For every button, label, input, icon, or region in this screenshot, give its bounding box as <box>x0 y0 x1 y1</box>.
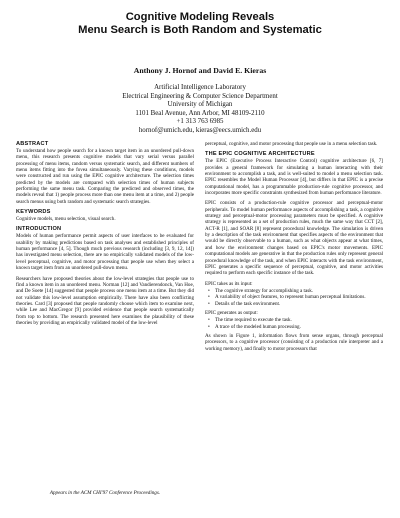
figure-paragraph: As shown in Figure 1, information flows from sense organs, through perceptual processors, to a cognitive processor (consisting of a production rule interpreter and a working memory), and finally to motor processors that <box>205 332 383 352</box>
abstract-text: To understand how people search for a known target item in an unordered pull-down menu, this research presents cognitive models that vary serial versus parallel processing of menu items, random versus systematic search, and different numbers of menu items fitting into the fovea simultaneously. Varying these conditions, models were constructed and run using the EPIC cognitive architecture. The selection times predicted by the models are compared with selection times of human subjects performing the same menu task. Comparing the predicted and observed times, the models reveal that 1) people process more than one menu item at a time, and 2) people search menus using both random and systematic search strategies. <box>16 148 194 205</box>
epic-input-list <box>205 288 383 307</box>
affiliation-phone: +1 313 763 6985 <box>176 118 224 125</box>
conference-footnote: Appears in the ACM CHI'97 Conference Proceedings. <box>49 490 161 496</box>
list-item: • The cognitive strategy for accomplishing a task. <box>215 288 383 294</box>
affiliation-university: University of Michigan <box>167 101 233 108</box>
epic-paragraph-2: EPIC consists of a production-rule cognitive processor and perceptual-motor peripherals. To model human performance aspects of accomplishing a task, a cognitive strategy and perceptual-motor processing parameters must be specified. A cognitive strategy is represented as a set of production rules, much the same way that CCT [2], ACT-R [1], and SOAR [8] represent procedural knowledge. The simulation is driven by a description of the task environment that specifies aspects of the environment that would be directly observable to a human, such as what objects appear at what times, and how the environment changes based on EPIC's motor movements. EPIC computational models are generative in that the production rules only represent general procedural knowledge of the task, and when EPIC interacts with the task environment, EPIC generates a specific sequence of perceptual, cognitive, and motor activities required to perform each specific instance of the task. <box>205 200 383 277</box>
paper-title-line-2: Menu Search is Both Random and Systematic <box>78 24 322 36</box>
introduction-heading: INTRODUCTION <box>16 226 62 233</box>
introduction-paragraph-1: Models of human performance permit aspects of user interfaces to be evaluated for usability by making predictions based on task analyses and established principles of human performance [4, 5]. Though much previous research (including [3, 9, 12, 14]) has investigated menu selection, there are no empirically validated models of the low-level perceptual, cognitive, and motor processing that people use when they select a known target item from an unordered pull-down menu. <box>16 233 194 272</box>
continuation-text: perceptual, cognitive, and motor processing that people use in a menu selection task. <box>205 141 378 147</box>
list-item: • The time required to execute the task. <box>215 317 383 323</box>
affiliation-address: 1101 Beal Avenue, Ann Arbor, MI 48109-2110 <box>135 109 265 117</box>
abstract-heading: ABSTRACT <box>16 141 49 147</box>
epic-heading: THE EPIC COGNITIVE ARCHITECTURE <box>205 151 315 158</box>
epic-input-intro: EPIC takes as its input: <box>205 280 253 287</box>
introduction-paragraph-2: Researchers have proposed theories about the low-level strategies that people use to find a known item in an unordered menu. Norman [12] and Vandierendonck, Van Hoe, and De Soete [14] suggested that people process one menu item at a time. But they did not validate this low-level assumption empirically. There have also been conflicting theories. Card [3] proposed that people randomly choose which item to examine next, while Lee and MacGregor [9] provided evidence that people search systematically from top to bottom. The research presented here examines the plausibility of these theories by providing an empirically validated model of the low-level <box>16 275 194 326</box>
list-item: • A variability of object features, to represent human perceptual limitations. <box>215 294 383 300</box>
list-item: • Details of the task environment. <box>215 301 383 307</box>
right-column <box>205 141 383 356</box>
epic-paragraph-1: The EPIC (Executive Process Interactive Control) cognitive architecture [6, 7] provides a general framework for simulating a human interacting with their environment to accomplish a task, and is well-suited to model a menu selection task. EPIC resembles the Model Human Processor [4], but differs in that EPIC is a precise computational model, has a programmable production-rule cognitive processor, and incorporates more specific constraints synthesized from human performance literature. <box>205 158 383 197</box>
keywords-heading: KEYWORDS <box>16 209 51 216</box>
left-column <box>16 141 194 330</box>
authors: Anthony J. Hornof and David E. Kieras <box>133 66 267 75</box>
affiliation-lab: Artificial Intelligence Laboratory <box>154 84 246 91</box>
affiliation-department: Electrical Engineering & Computer Science Department <box>122 92 278 100</box>
affiliation-email: hornof@umich.edu, kieras@eecs.umich.edu <box>138 126 262 134</box>
paper-title-line-1: Cognitive Modeling Reveals <box>125 11 275 23</box>
list-item: • A trace of the modeled human processing. <box>215 324 383 330</box>
keywords-text: Cognitive models, menu selection, visual search. <box>16 216 116 223</box>
epic-output-list <box>205 317 383 330</box>
epic-output-intro: EPIC generates as output: <box>205 309 258 316</box>
